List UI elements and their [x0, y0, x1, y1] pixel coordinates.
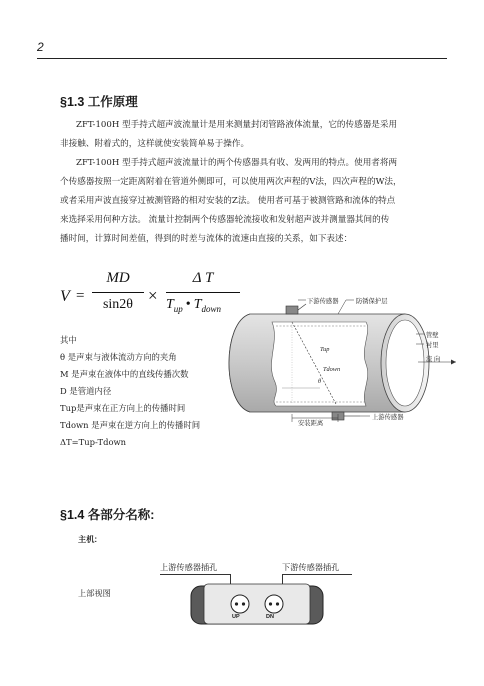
section-1-3-title: §1.3 工作原理 [60, 95, 138, 109]
upstream-socket-leader [160, 574, 230, 575]
downstream-socket-label: 下游传感器插孔 [282, 563, 340, 572]
legend-m: M 是声束在液体中的直线传播次数 [60, 369, 189, 379]
label-downstream-sensor: 下游传感器 [307, 298, 339, 305]
flow-arrowhead [451, 360, 456, 365]
dn-socket-pin-right [276, 602, 279, 605]
formula-equals: = [76, 288, 85, 304]
label-rust-layer: 防锈保护层 [356, 298, 388, 305]
host-label: 主机: [78, 535, 98, 544]
tup-subscript: up [173, 303, 183, 314]
dn-socket-label: DN [266, 614, 274, 620]
dn-socket[interactable] [265, 595, 283, 613]
tdown-symbol: T [193, 297, 202, 312]
label-tdown: Tdown [323, 366, 341, 373]
tup-symbol: T [166, 297, 174, 312]
up-socket[interactable] [231, 595, 249, 613]
dn-socket-pin-left [269, 602, 272, 605]
legend-tdown: Tdown 是声束在逆方向上的传播时间 [60, 420, 201, 430]
pipe-installation-diagram [220, 292, 460, 432]
para2-line1: ZFT-100H 型手持式超声波流量计的两个传感器具有收、发两用的特点。使用者将两 [76, 158, 398, 168]
para2-line3: 或者采用声波直接穿过被测管路的相对安装的Z法。 使用者可基于被测管路和流体的特点 [60, 196, 396, 206]
section-1-4-title: §1.4 各部分名称: [60, 508, 155, 522]
up-socket-label: UP [232, 614, 240, 620]
para1-line2: 非接触、附着式的，这样就使安装简单易于操作。 [60, 139, 250, 149]
upstream-socket-label: 上游传感器插孔 [160, 563, 218, 572]
page-number: 2 [37, 40, 44, 54]
formula-numerator-2: Δ T [192, 270, 214, 286]
leader-rust-diag [338, 300, 346, 314]
formula-numerator-1: MD [106, 270, 130, 286]
host-top-view [190, 582, 324, 626]
formula-dot: • [185, 297, 191, 312]
downstream-sensor-cable [298, 304, 306, 310]
label-flow-direction: 流 向 [426, 356, 441, 363]
legend-delta-t: ΔT=Tup-Tdown [60, 437, 127, 447]
formula-denominator-2 [166, 297, 221, 314]
label-lining: 衬里 [426, 342, 439, 349]
label-pipe-wall: 管壁 [426, 332, 439, 339]
header-rule [37, 58, 447, 59]
fraction-bar-1 [92, 292, 144, 293]
label-theta: θ [318, 378, 322, 385]
para2-line4: 来选择采用何种方法。 流量计控制两个传感器轮流接收和发射超声波并测量器其间的传 [60, 215, 390, 225]
up-socket-pin-left [235, 602, 238, 605]
legend-d: D 是管道内径 [60, 386, 112, 396]
formula-times: × [148, 286, 158, 305]
pipe-bore [386, 320, 424, 406]
para2-line2: 个传感器按照一定距离附着在管道外侧即可，可以使用两次声程的V法，四次声程的W法， [60, 177, 402, 187]
flow-formula [60, 270, 240, 330]
legend-theta: θ 是声束与液体流动方向的夹角 [60, 352, 177, 362]
label-tup: Tup [320, 346, 330, 353]
top-view-label: 上部视图 [78, 589, 111, 598]
downstream-socket-leader [282, 574, 352, 575]
tdown-subscript: down [201, 303, 222, 314]
formula-denominator-1: sin2θ [102, 297, 134, 312]
section-1-3-body [60, 116, 440, 249]
pipe-cutaway [271, 322, 367, 406]
label-upstream-sensor: 上游传感器 [372, 414, 404, 421]
downstream-sensor-block [286, 306, 298, 314]
label-install-distance: 安装距离 [298, 420, 324, 427]
legend-tup: Tup是声束在正方向上的传播时间 [60, 403, 186, 413]
host-top-panel [204, 584, 310, 624]
para2-line5: 播时间，计算时间差值，得到的时差与流体的流速由直接的关系，如下表述： [60, 234, 353, 244]
up-socket-pin-right [242, 602, 245, 605]
legend-title: 其中 [60, 335, 77, 345]
formula-lhs: V [60, 288, 70, 305]
para1-line1: ZFT-100H 型手持式超声波流量计是用来测量封闭管路液体流量，它的传感器是采用 [76, 120, 398, 130]
symbol-legend [60, 332, 230, 451]
